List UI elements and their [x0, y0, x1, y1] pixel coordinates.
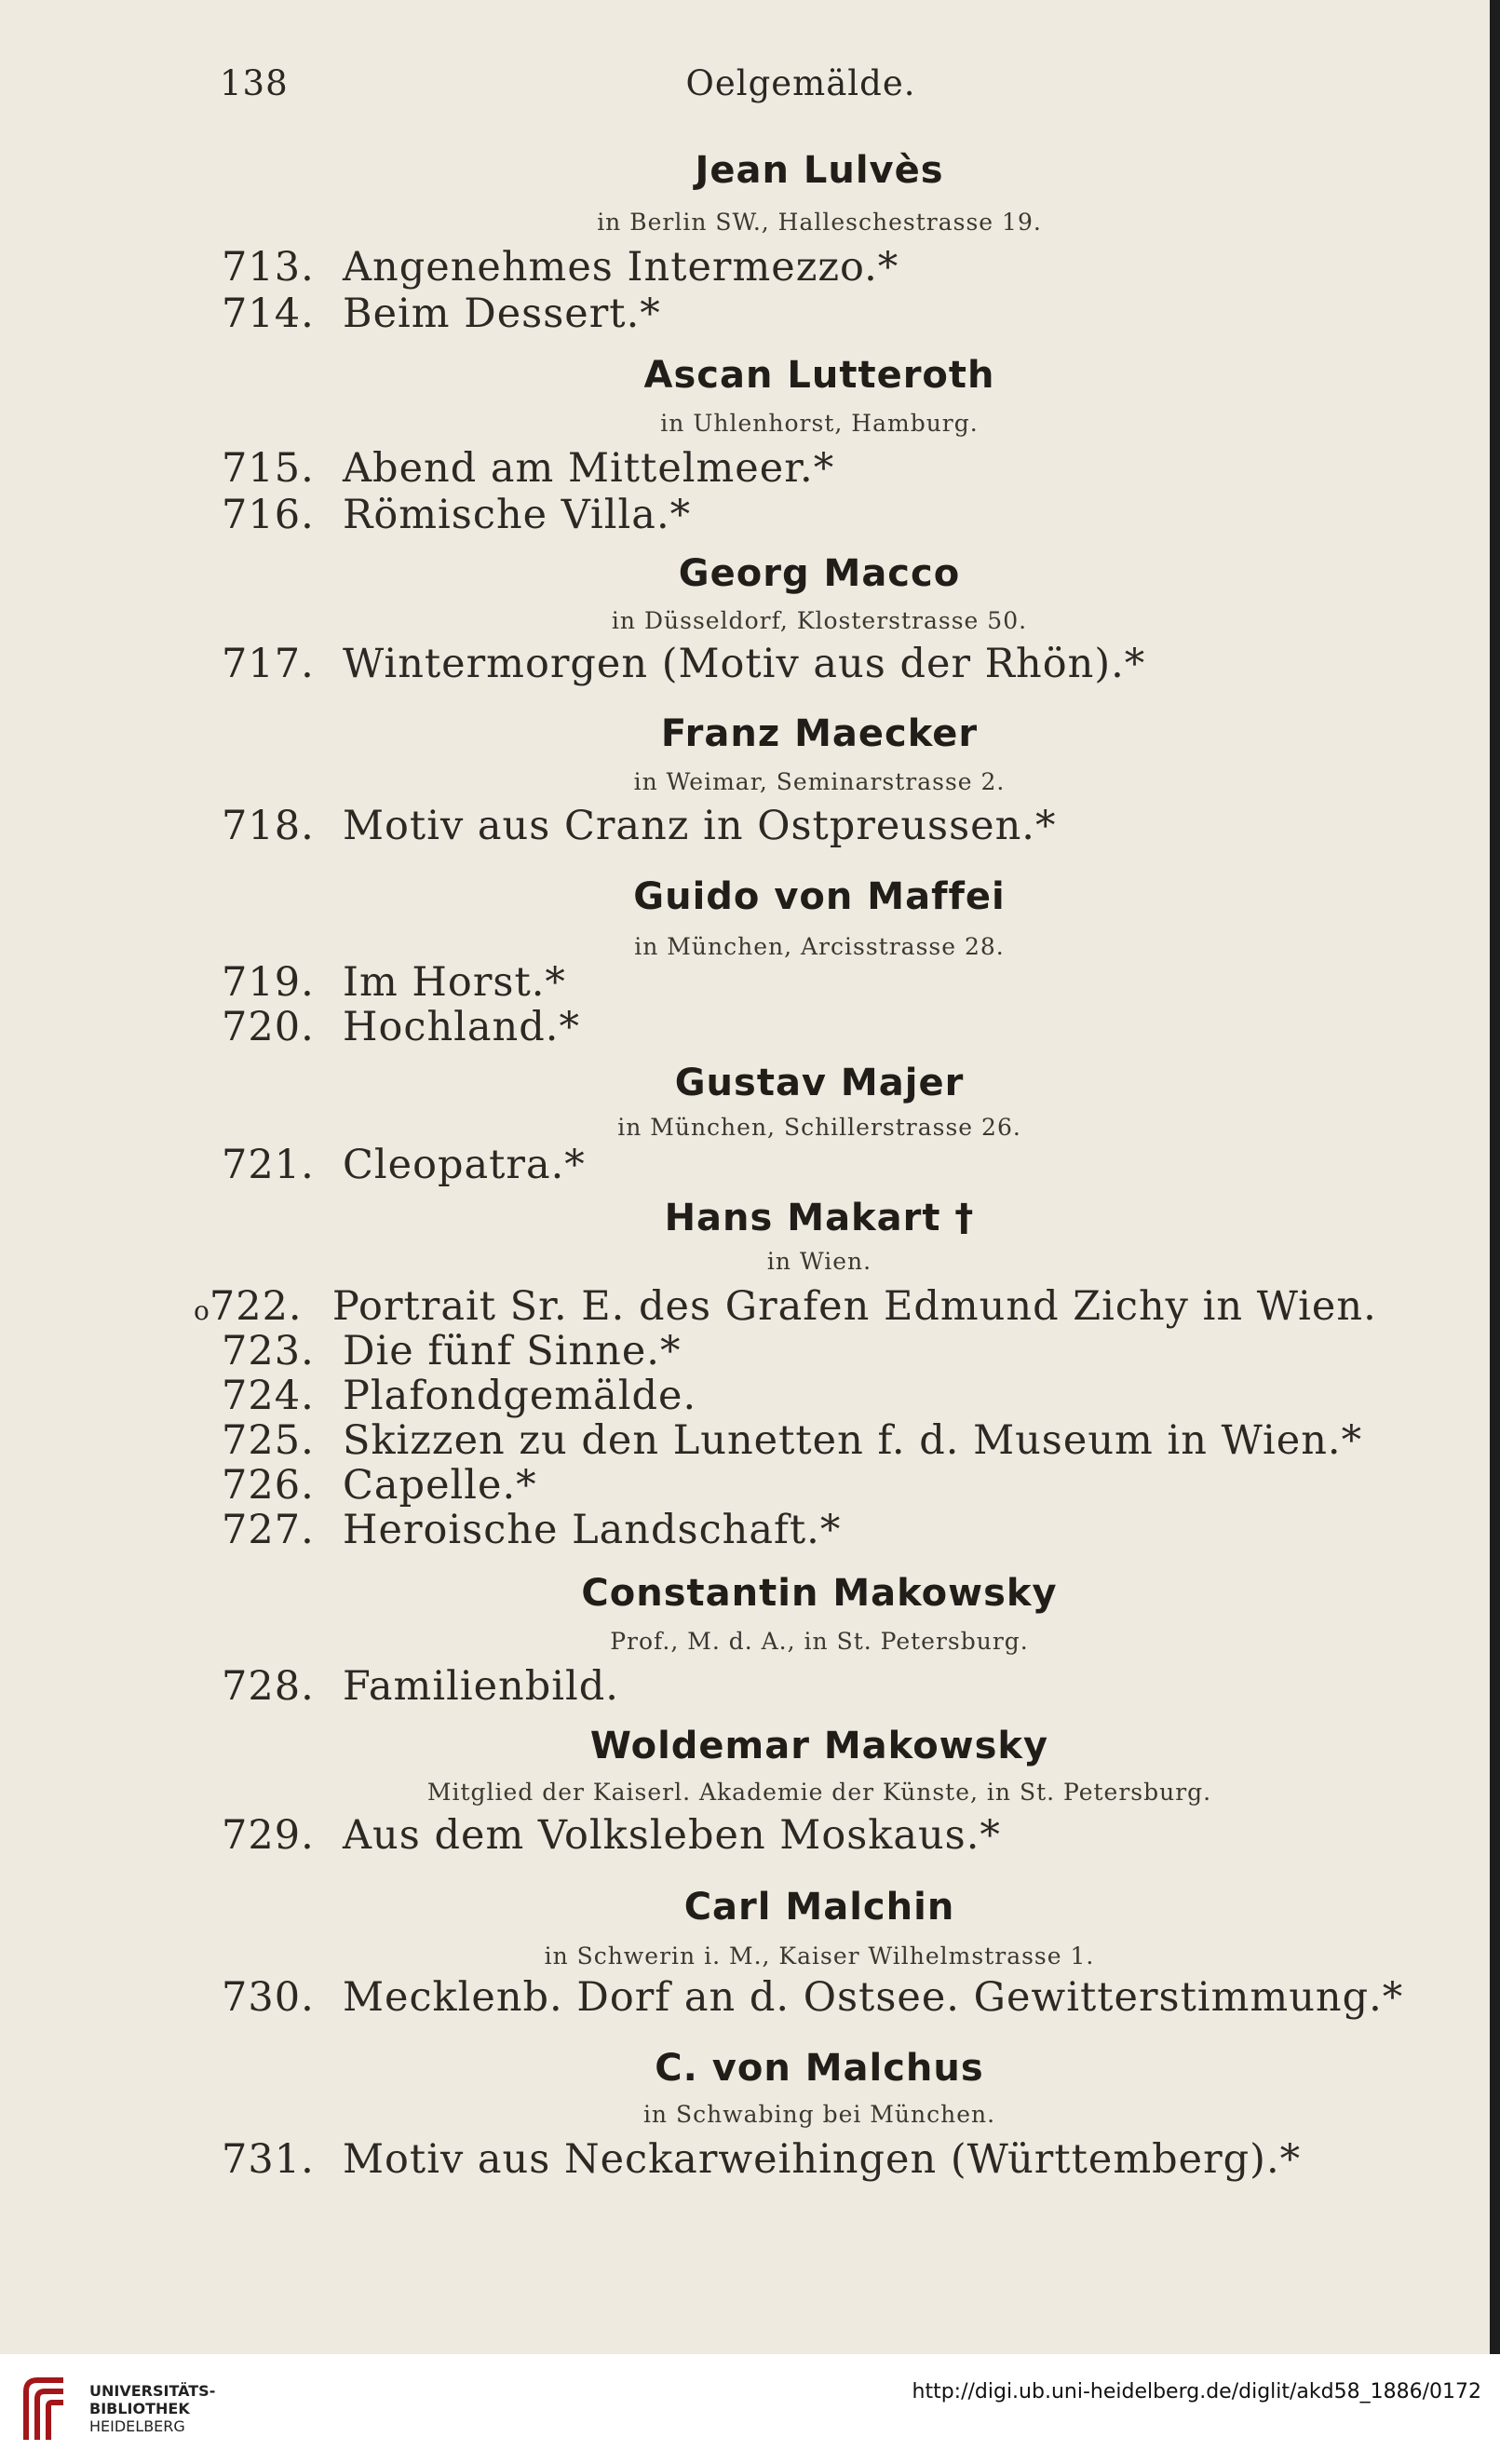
- artist-address: in Schwerin i. M., Kaiser Wilhelmstrasse 1.: [544, 1943, 1095, 1970]
- entry-title: Portrait Sr. E. des Grafen Edmund Zichy in Wien.: [331, 1283, 1377, 1330]
- artist-name: Woldemar Makowsky: [589, 1725, 1049, 1767]
- artist-name: Hans Makart †: [664, 1197, 975, 1239]
- catalog-entry: [222, 291, 1488, 337]
- catalog-entry: [222, 2136, 1488, 2183]
- page-number: 138: [220, 63, 289, 103]
- catalog-entry: [222, 1663, 1488, 1710]
- logo-line: UNIVERSITÄTS-: [89, 2382, 216, 2400]
- artist-name: Georg Macco: [678, 552, 961, 595]
- artist-address: in Uhlenhorst, Hamburg.: [660, 410, 979, 437]
- page-edge-shadow: [1490, 0, 1500, 2354]
- artist-name: Carl Malchin: [683, 1886, 955, 1929]
- catalog-entry: [222, 1462, 1488, 1509]
- entry-title: Familienbild.: [343, 1663, 619, 1710]
- catalog-entry: [222, 1004, 1488, 1050]
- entry-number: 718.: [222, 803, 315, 849]
- catalog-entry: [222, 1328, 1488, 1374]
- catalog-entry: [222, 641, 1488, 687]
- artist-address: in Weimar, Seminarstrasse 2.: [633, 768, 1006, 795]
- entry-number: 728.: [222, 1663, 315, 1710]
- catalog-entry: [194, 1283, 1460, 1330]
- artist-name: Jean Lulvès: [695, 149, 944, 192]
- entry-title: Angenehmes Intermezzo.*: [343, 244, 899, 291]
- artist-name: C. von Malchus: [655, 2047, 984, 2090]
- entry-title: Abend am Mittelmeer.*: [343, 445, 835, 492]
- entry-title: Wintermorgen (Motiv aus der Rhön).*: [343, 641, 1146, 687]
- artist-name: Ascan Lutteroth: [643, 354, 995, 397]
- entry-title: Mecklenb. Dorf an d. Ostsee. Gewitterstimmung.*: [343, 1974, 1404, 2021]
- page-title: Oelgemälde.: [685, 63, 916, 103]
- entry-number: 719.: [222, 959, 315, 1006]
- entry-title: Beim Dessert.*: [343, 291, 661, 337]
- artist-address: in Berlin SW., Halleschestrasse 19.: [597, 209, 1042, 236]
- entry-number: 714.: [222, 291, 315, 337]
- entry-number: 722.: [209, 1283, 303, 1330]
- entry-title: Cleopatra.*: [343, 1142, 586, 1188]
- catalog-entry: [222, 1507, 1488, 1553]
- entry-title: Motiv aus Cranz in Ostpreussen.*: [343, 803, 1057, 849]
- entry-number: 715.: [222, 445, 315, 492]
- entry-number: 726.: [222, 1462, 315, 1509]
- logo-line: BIBLIOTHEK: [89, 2400, 190, 2417]
- entry-number: 730.: [222, 1974, 315, 2021]
- entry-title: Die fünf Sinne.*: [343, 1328, 682, 1374]
- entry-number: 717.: [222, 641, 315, 687]
- source-url-link[interactable]: http://digi.ub.uni-heidelberg.de/diglit/akd58_1886/0172: [912, 2380, 1481, 2403]
- catalog-entry: [222, 1812, 1488, 1859]
- catalog-entry: [222, 1373, 1488, 1419]
- entry-number: 720.: [222, 1004, 315, 1050]
- entry-title: Capelle.*: [343, 1462, 537, 1509]
- entry-title: Römische Villa.*: [343, 492, 692, 538]
- entry-number: 725.: [222, 1417, 315, 1464]
- catalog-entry: [222, 803, 1488, 849]
- catalog-entry: [222, 445, 1488, 492]
- catalog-entry: [222, 1974, 1488, 2021]
- artist-address: Mitglied der Kaiserl. Akademie der Künste, in St. Petersburg.: [426, 1779, 1212, 1806]
- artist-address: in München, Arcisstrasse 28.: [634, 933, 1005, 960]
- catalog-entry: [222, 1142, 1488, 1188]
- catalog-entry: [222, 244, 1488, 291]
- entry-number: 724.: [222, 1373, 315, 1419]
- entry-title: Skizzen zu den Lunetten f. d. Museum in Wien.*: [343, 1417, 1363, 1464]
- catalog-entry: [222, 959, 1488, 1006]
- artist-address: in Düsseldorf, Klosterstrasse 50.: [611, 607, 1028, 634]
- entry-title: Aus dem Volksleben Moskaus.*: [343, 1812, 1001, 1859]
- catalog-entry: [222, 492, 1488, 538]
- library-logo-text: [89, 2382, 215, 2435]
- artist-name: Franz Maecker: [660, 712, 979, 755]
- entry-title: Heroische Landschaft.*: [343, 1507, 842, 1553]
- entry-marker: o: [194, 1295, 209, 1326]
- logo-line: HEIDELBERG: [89, 2417, 185, 2435]
- entry-title: Im Horst.*: [343, 959, 566, 1006]
- entry-number: 716.: [222, 492, 315, 538]
- artist-address: in Wien.: [766, 1248, 872, 1275]
- artist-address: in Schwabing bei München.: [642, 2101, 996, 2128]
- artist-name: Gustav Majer: [674, 1062, 965, 1104]
- entry-number: 727.: [222, 1507, 315, 1553]
- entry-number: 721.: [222, 1142, 315, 1188]
- entry-number: 731.: [222, 2136, 315, 2183]
- entry-title: Hochland.*: [343, 1004, 580, 1050]
- digitization-footer: [0, 2354, 1500, 2464]
- page-header: [0, 63, 1490, 110]
- entry-title: Motiv aus Neckarweihingen (Württemberg).*: [343, 2136, 1302, 2183]
- artist-address: Prof., M. d. A., in St. Petersburg.: [610, 1628, 1029, 1655]
- artist-name: Constantin Makowsky: [581, 1572, 1058, 1615]
- entry-number: 723.: [222, 1328, 315, 1374]
- artist-name: Guido von Maffei: [633, 875, 1006, 918]
- entry-title: Plafondgemälde.: [343, 1373, 697, 1419]
- entry-number: 713.: [222, 244, 315, 291]
- entry-number: 729.: [222, 1812, 315, 1859]
- artist-address: in München, Schillerstrasse 26.: [617, 1114, 1021, 1141]
- library-logo-icon: [17, 2373, 73, 2447]
- catalog-entry: [222, 1417, 1488, 1464]
